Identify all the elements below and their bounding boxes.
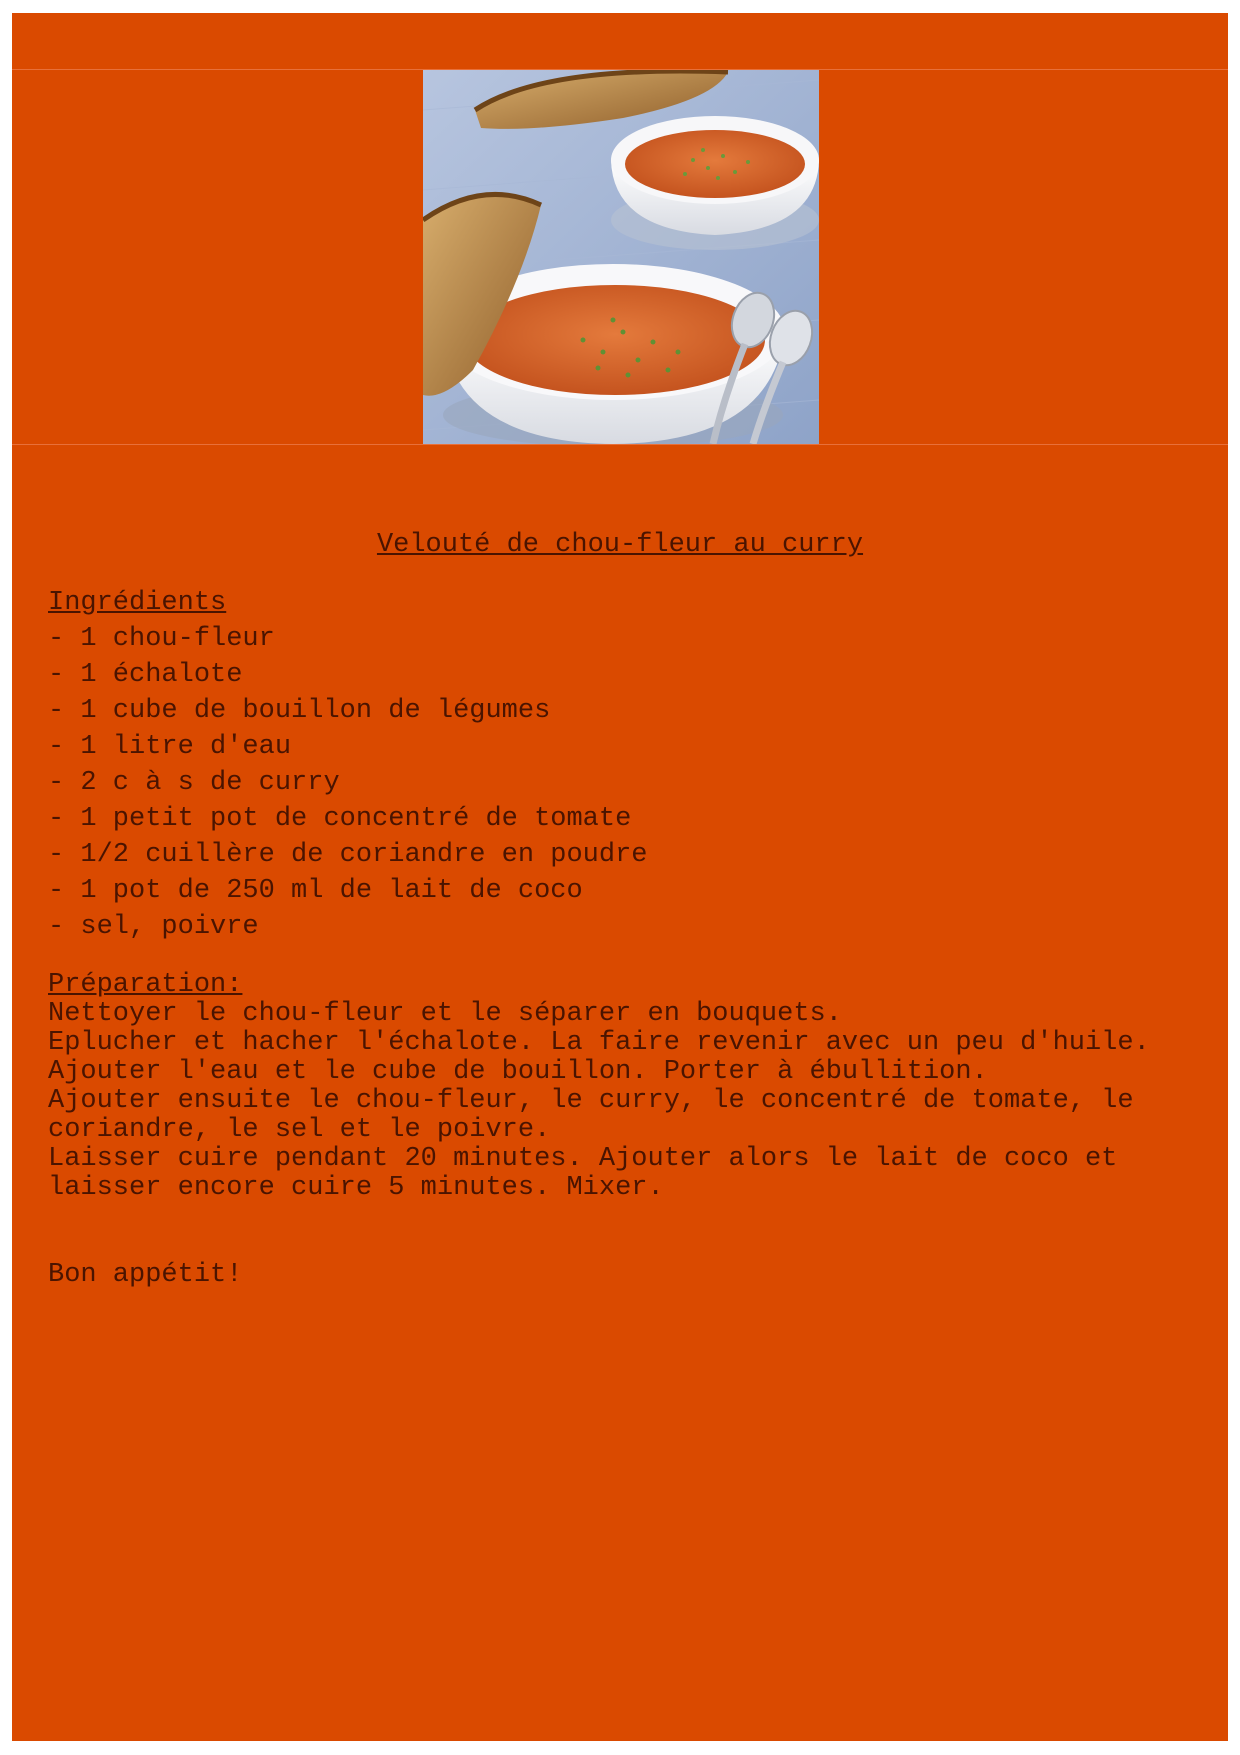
preparation-step: Laisser cuire pendant 20 minutes. Ajouter alors le lait de coco et laisser encore cuire 5 minutes. Mixer. <box>48 1144 1118 1203</box>
bottom-divider <box>12 444 1228 445</box>
list-item: - 1/2 cuillère de coriandre en poudre <box>48 840 648 870</box>
list-item: - 1 petit pot de concentré de tomate <box>48 804 632 834</box>
back-bowl <box>611 116 819 250</box>
list-item: - 1 chou-fleur <box>48 624 275 654</box>
preparation-heading: Préparation: <box>48 970 243 1000</box>
list-item: - 1 pot de 250 ml de lait de coco <box>48 876 583 906</box>
ingredients-heading: Ingrédients <box>48 588 227 618</box>
preparation-step: Eplucher et hacher l'échalote. La faire revenir avec un peu d'huile. <box>48 1028 1150 1058</box>
preparation-steps <box>48 1000 1228 1203</box>
preparation-step: Ajouter l'eau et le cube de bouillon. Porter à ébullition. <box>48 1057 988 1087</box>
list-item: - 1 cube de bouillon de légumes <box>48 696 551 726</box>
soup-bowls-photo <box>423 70 819 444</box>
list-item: - 1 échalote <box>48 660 243 690</box>
closing-line: Bon appétit! <box>48 1260 243 1290</box>
list-item: - sel, poivre <box>48 912 259 942</box>
preparation-step: Ajouter ensuite le chou-fleur, le curry, le concentré de tomate, le coriandre, le sel et le poivre. <box>48 1086 1134 1145</box>
preparation-step: Nettoyer le chou-fleur et le séparer en bouquets. <box>48 999 842 1029</box>
list-item: - 2 c à s de curry <box>48 768 340 798</box>
recipe-title: Velouté de chou-fleur au curry <box>376 530 864 560</box>
recipe-page <box>12 13 1228 1741</box>
ingredients-list <box>48 621 648 945</box>
list-item: - 1 litre d'eau <box>48 732 292 762</box>
